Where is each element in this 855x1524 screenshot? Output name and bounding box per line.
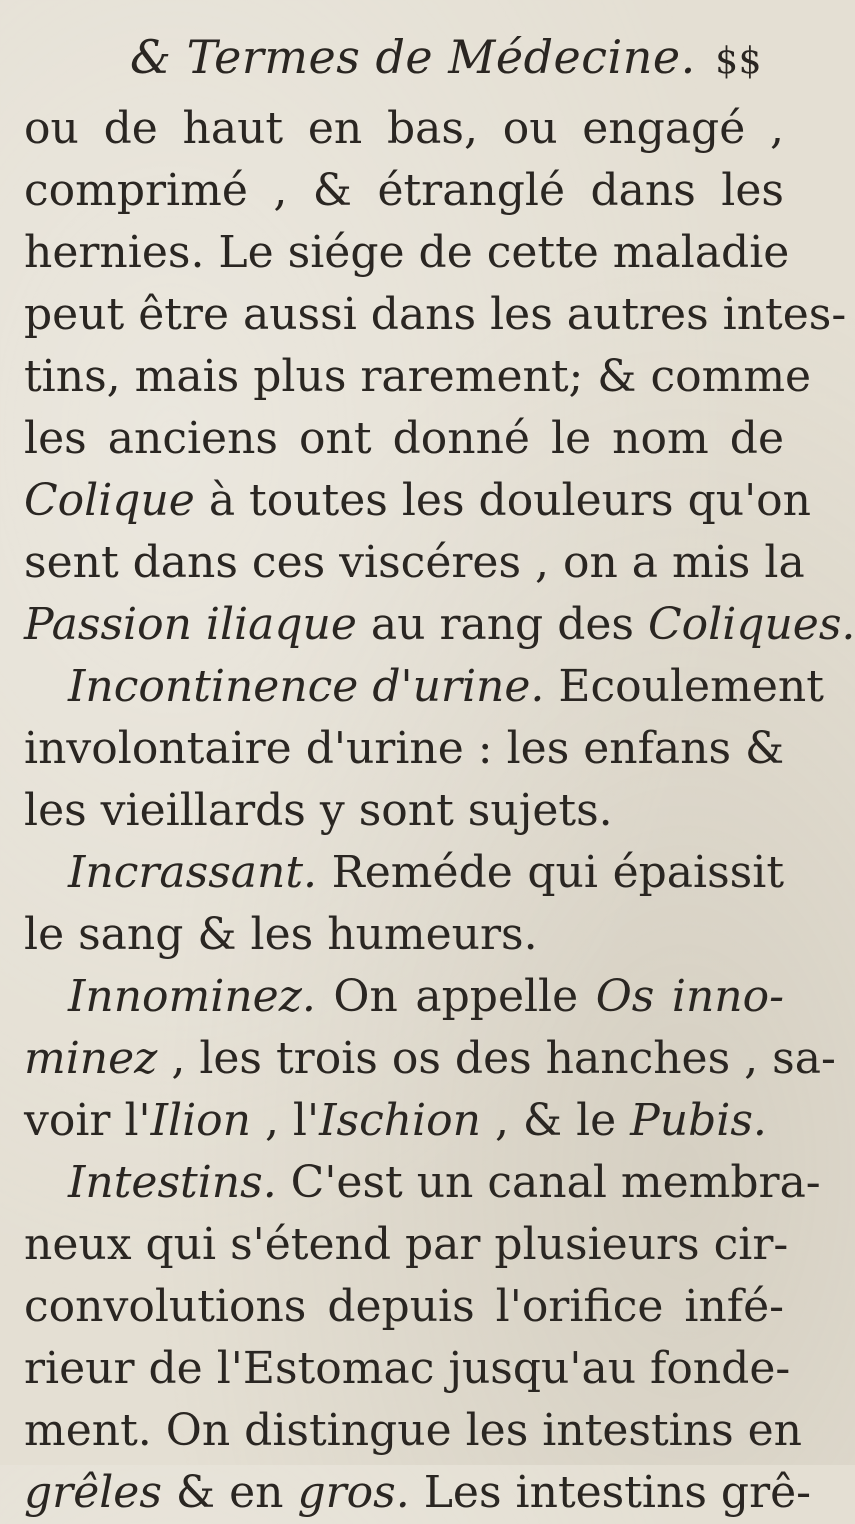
term-colique: Colique	[24, 475, 195, 526]
text-span: les vieillards y sont sujets.	[24, 785, 613, 836]
term-ischion: Ischion	[319, 1095, 481, 1146]
text-line	[24, 346, 812, 408]
text-line	[24, 1028, 836, 1090]
text-span: Reméde qui épaissit	[317, 847, 784, 898]
text-span: peut être aussi dans les autres intes-	[24, 289, 847, 340]
term-coliques: Coliques.	[647, 599, 855, 650]
text-span: & en	[161, 1467, 298, 1518]
term-ilion: Ilion	[150, 1095, 251, 1146]
text-line	[24, 1276, 784, 1338]
entry-intestins	[24, 1152, 821, 1214]
text-span: C'est un canal membra-	[276, 1157, 821, 1208]
text-span: hernies. Le siége de cette maladie	[24, 227, 790, 278]
term-pubis: Pubis.	[630, 1095, 767, 1146]
term-gros: gros.	[297, 1467, 410, 1518]
text-span: rieur de l'Estomac jusqu'au fonde-	[24, 1343, 791, 1394]
running-header	[130, 30, 770, 90]
term-greles: grêles	[24, 1467, 162, 1518]
text-span: voir l'	[24, 1095, 151, 1146]
term-passion-iliaque: Passion iliaque	[24, 599, 357, 650]
text-line	[24, 1462, 812, 1524]
text-span: , l'	[250, 1095, 320, 1146]
text-span: On appelle	[315, 971, 596, 1022]
body-text	[24, 98, 855, 1524]
text-span: , les trois os des hanches , sa-	[157, 1033, 836, 1084]
text-span: involontaire d'urine : les enfans &	[24, 723, 785, 774]
text-span: le sang & les humeurs.	[24, 909, 538, 960]
entry-incontinence	[24, 656, 824, 718]
text-line	[24, 470, 811, 532]
text-span: à toutes les douleurs qu'on	[194, 475, 811, 526]
text-span: les anciens ont donné le nom de	[24, 413, 784, 464]
text-span: ment. On distingue les intestins en	[24, 1405, 803, 1456]
entry-headword: Incontinence d'urine.	[68, 661, 545, 712]
text-span: ou de haut en bas, ou engagé ,	[24, 103, 784, 154]
text-line	[24, 160, 784, 222]
text-line	[24, 284, 847, 346]
text-line	[24, 718, 784, 780]
text-span: neux qui s'étend par plusieurs cir-	[24, 1219, 789, 1270]
term-os-innominez: Os inno-	[595, 971, 784, 1022]
text-span: comprimé , & étranglé dans les	[24, 165, 784, 216]
text-line	[24, 408, 784, 470]
entry-innominez	[24, 966, 784, 1028]
text-span: au rang des	[356, 599, 648, 650]
text-line	[24, 1338, 791, 1400]
text-line	[24, 1090, 784, 1152]
entry-headword: Incrassant.	[68, 847, 318, 898]
running-title: & Termes de Médecine.	[130, 30, 696, 84]
text-span: tins, mais plus rarement; & comme	[24, 351, 812, 402]
text-line	[24, 904, 784, 966]
text-line	[24, 1214, 789, 1276]
page-number: $$	[715, 41, 762, 82]
entry-incrassant	[24, 842, 784, 904]
text-line	[24, 594, 855, 656]
term-continuation: minez	[24, 1033, 158, 1084]
text-span: Les intestins grê-	[409, 1467, 812, 1518]
text-span: convolutions depuis l'orifice infé-	[24, 1281, 784, 1332]
text-span: , & le	[480, 1095, 631, 1146]
text-line	[24, 1400, 803, 1462]
text-line	[24, 780, 784, 842]
text-span: sent dans ces viscéres , on a mis la	[24, 537, 805, 588]
text-span: Ecoulement	[544, 661, 824, 712]
text-line	[24, 222, 790, 284]
text-line	[24, 98, 784, 160]
text-line	[24, 532, 805, 594]
entry-headword: Intestins.	[68, 1157, 277, 1208]
entry-headword: Innominez.	[68, 971, 316, 1022]
